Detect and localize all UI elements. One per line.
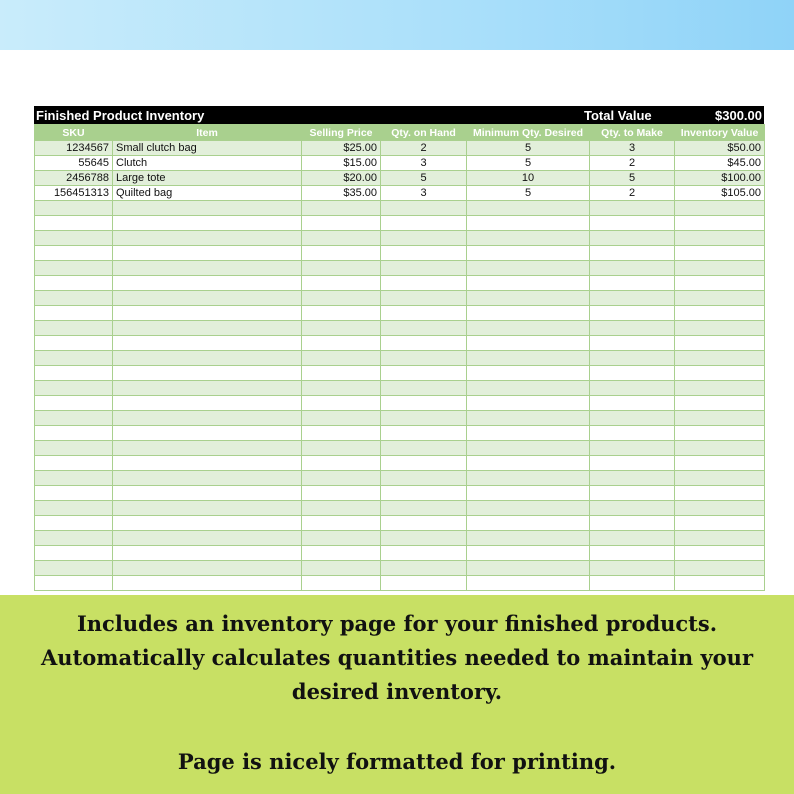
empty-cell[interactable]	[302, 321, 381, 336]
empty-cell[interactable]	[590, 231, 675, 246]
top-banner	[0, 0, 794, 50]
empty-cell[interactable]	[467, 321, 590, 336]
empty-cell[interactable]	[675, 501, 765, 516]
empty-row	[35, 561, 765, 576]
empty-cell[interactable]	[113, 486, 302, 501]
empty-cell[interactable]	[675, 291, 765, 306]
empty-row	[35, 351, 765, 366]
empty-cell[interactable]	[113, 531, 302, 546]
empty-cell[interactable]	[467, 291, 590, 306]
empty-cell[interactable]	[302, 531, 381, 546]
empty-cell[interactable]	[381, 441, 467, 456]
empty-cell[interactable]	[467, 441, 590, 456]
empty-row	[35, 396, 765, 411]
empty-cell[interactable]	[381, 546, 467, 561]
empty-cell[interactable]	[113, 276, 302, 291]
cell-item[interactable]: Clutch	[113, 156, 302, 171]
cell-selling-price[interactable]: $15.00	[302, 156, 381, 171]
empty-cell[interactable]	[675, 561, 765, 576]
empty-cell[interactable]	[467, 471, 590, 486]
empty-cell[interactable]	[467, 216, 590, 231]
empty-row	[35, 426, 765, 441]
empty-cell[interactable]	[590, 336, 675, 351]
empty-cell[interactable]	[675, 231, 765, 246]
empty-cell[interactable]	[381, 231, 467, 246]
empty-cell[interactable]	[675, 321, 765, 336]
empty-row	[35, 291, 765, 306]
empty-cell[interactable]	[467, 411, 590, 426]
empty-cell[interactable]	[675, 381, 765, 396]
empty-row	[35, 441, 765, 456]
cell-selling-price[interactable]: $35.00	[302, 186, 381, 201]
empty-cell[interactable]	[590, 471, 675, 486]
empty-cell[interactable]	[675, 441, 765, 456]
caption-line-3: desired inventory.	[291, 679, 503, 704]
col-header-item: Item	[113, 125, 302, 141]
empty-cell[interactable]	[467, 456, 590, 471]
empty-row	[35, 201, 765, 216]
empty-cell[interactable]	[590, 306, 675, 321]
empty-cell[interactable]	[302, 276, 381, 291]
empty-cell[interactable]	[467, 201, 590, 216]
empty-cell[interactable]	[35, 276, 113, 291]
empty-cell[interactable]	[302, 336, 381, 351]
empty-cell[interactable]	[381, 456, 467, 471]
empty-cell[interactable]	[113, 546, 302, 561]
cell-inventory-value[interactable]: $50.00	[675, 141, 765, 156]
empty-cell[interactable]	[381, 366, 467, 381]
empty-cell[interactable]	[35, 531, 113, 546]
cell-min-qty[interactable]: 5	[467, 156, 590, 171]
empty-row	[35, 381, 765, 396]
empty-row	[35, 411, 765, 426]
empty-cell[interactable]	[590, 261, 675, 276]
empty-cell[interactable]	[35, 381, 113, 396]
empty-cell[interactable]	[113, 246, 302, 261]
empty-row	[35, 486, 765, 501]
table-row	[35, 186, 765, 201]
empty-cell[interactable]	[467, 246, 590, 261]
empty-cell[interactable]	[302, 291, 381, 306]
empty-cell[interactable]	[467, 516, 590, 531]
empty-cell[interactable]	[302, 306, 381, 321]
empty-cell[interactable]	[35, 396, 113, 411]
empty-row	[35, 516, 765, 531]
empty-cell[interactable]	[35, 501, 113, 516]
caption-line-1: Includes an inventory page for your finished products.	[76, 611, 718, 636]
empty-cell[interactable]	[113, 441, 302, 456]
empty-row	[35, 276, 765, 291]
empty-cell[interactable]	[675, 531, 765, 546]
caption-banner	[0, 595, 794, 794]
empty-cell[interactable]	[381, 576, 467, 591]
empty-cell[interactable]	[35, 426, 113, 441]
empty-cell[interactable]	[590, 486, 675, 501]
empty-cell[interactable]	[381, 276, 467, 291]
caption-spacer	[0, 709, 794, 745]
empty-cell[interactable]	[302, 366, 381, 381]
empty-cell[interactable]	[35, 456, 113, 471]
empty-cell[interactable]	[467, 276, 590, 291]
inventory-sheet	[34, 106, 764, 591]
empty-cell[interactable]	[113, 411, 302, 426]
empty-cell[interactable]	[35, 411, 113, 426]
cell-min-qty[interactable]: 5	[467, 186, 590, 201]
empty-cell[interactable]	[113, 261, 302, 276]
cell-qty-on-hand[interactable]: 2	[381, 141, 467, 156]
empty-cell[interactable]	[113, 201, 302, 216]
empty-row	[35, 576, 765, 591]
empty-cell[interactable]	[467, 546, 590, 561]
empty-row	[35, 366, 765, 381]
empty-cell[interactable]	[675, 306, 765, 321]
empty-row	[35, 456, 765, 471]
empty-row	[35, 306, 765, 321]
empty-cell[interactable]	[113, 366, 302, 381]
empty-cell[interactable]	[113, 336, 302, 351]
empty-cell[interactable]	[675, 396, 765, 411]
empty-cell[interactable]	[302, 471, 381, 486]
empty-cell[interactable]	[467, 366, 590, 381]
empty-cell[interactable]	[467, 351, 590, 366]
empty-cell[interactable]	[590, 426, 675, 441]
empty-cell[interactable]	[590, 411, 675, 426]
empty-cell[interactable]	[675, 411, 765, 426]
empty-cell[interactable]	[35, 306, 113, 321]
empty-cell[interactable]	[590, 516, 675, 531]
cell-inventory-value[interactable]: $105.00	[675, 186, 765, 201]
empty-cell[interactable]	[467, 381, 590, 396]
empty-cell[interactable]	[302, 456, 381, 471]
empty-cell[interactable]	[113, 561, 302, 576]
empty-cell[interactable]	[590, 201, 675, 216]
empty-cell[interactable]	[467, 531, 590, 546]
empty-cell[interactable]	[35, 441, 113, 456]
empty-cell[interactable]	[35, 291, 113, 306]
cell-item[interactable]: Quilted bag	[113, 186, 302, 201]
empty-cell[interactable]	[675, 471, 765, 486]
empty-cell[interactable]	[35, 561, 113, 576]
col-header-selling-price: Selling Price	[302, 125, 381, 141]
empty-cell[interactable]	[675, 486, 765, 501]
empty-row	[35, 321, 765, 336]
empty-cell[interactable]	[675, 426, 765, 441]
empty-row	[35, 531, 765, 546]
sheet-title: Finished Product Inventory	[36, 107, 205, 123]
empty-cell[interactable]	[590, 246, 675, 261]
col-header-qty-to-make: Qty. to Make	[590, 125, 675, 141]
empty-cell[interactable]	[302, 396, 381, 411]
empty-cell[interactable]	[381, 291, 467, 306]
empty-cell[interactable]	[381, 486, 467, 501]
empty-cell[interactable]	[302, 381, 381, 396]
empty-cell[interactable]	[302, 261, 381, 276]
empty-cell[interactable]	[675, 576, 765, 591]
empty-cell[interactable]	[381, 561, 467, 576]
empty-cell[interactable]	[35, 546, 113, 561]
cell-selling-price[interactable]: $20.00	[302, 171, 381, 186]
empty-cell[interactable]	[302, 441, 381, 456]
empty-cell[interactable]	[381, 426, 467, 441]
empty-cell[interactable]	[590, 576, 675, 591]
empty-cell[interactable]	[35, 321, 113, 336]
empty-cell[interactable]	[590, 546, 675, 561]
cell-qty-to-make[interactable]: 5	[590, 171, 675, 186]
empty-cell[interactable]	[113, 471, 302, 486]
empty-cell[interactable]	[113, 381, 302, 396]
empty-cell[interactable]	[590, 441, 675, 456]
empty-cell[interactable]	[467, 426, 590, 441]
empty-cell[interactable]	[35, 216, 113, 231]
empty-cell[interactable]	[302, 516, 381, 531]
empty-cell[interactable]	[113, 396, 302, 411]
empty-cell[interactable]	[35, 576, 113, 591]
empty-cell[interactable]	[381, 351, 467, 366]
empty-cell[interactable]	[302, 486, 381, 501]
empty-cell[interactable]	[113, 306, 302, 321]
empty-cell[interactable]	[302, 501, 381, 516]
total-value-label: Total Value	[584, 107, 652, 123]
cell-min-qty[interactable]: 5	[467, 141, 590, 156]
empty-cell[interactable]	[467, 561, 590, 576]
empty-cell[interactable]	[381, 396, 467, 411]
cell-selling-price[interactable]: $25.00	[302, 141, 381, 156]
empty-cell[interactable]	[590, 321, 675, 336]
empty-cell[interactable]	[675, 246, 765, 261]
empty-cell[interactable]	[467, 231, 590, 246]
empty-cell[interactable]	[35, 471, 113, 486]
cell-sku[interactable]: 1234567	[35, 141, 113, 156]
empty-cell[interactable]	[381, 411, 467, 426]
empty-row	[35, 471, 765, 486]
empty-cell[interactable]	[590, 456, 675, 471]
empty-cell[interactable]	[675, 276, 765, 291]
empty-row	[35, 336, 765, 351]
empty-row	[35, 546, 765, 561]
cell-item[interactable]: Small clutch bag	[113, 141, 302, 156]
cell-qty-to-make[interactable]: 2	[590, 156, 675, 171]
empty-cell[interactable]	[590, 381, 675, 396]
empty-cell[interactable]	[675, 546, 765, 561]
cell-item[interactable]: Large tote	[113, 171, 302, 186]
empty-cell[interactable]	[590, 291, 675, 306]
empty-cell[interactable]	[590, 501, 675, 516]
empty-cell[interactable]	[35, 336, 113, 351]
cell-inventory-value[interactable]: $45.00	[675, 156, 765, 171]
empty-cell[interactable]	[302, 426, 381, 441]
empty-cell[interactable]	[590, 396, 675, 411]
empty-cell[interactable]	[675, 201, 765, 216]
empty-cell[interactable]	[113, 501, 302, 516]
cell-qty-to-make[interactable]: 3	[590, 141, 675, 156]
empty-cell[interactable]	[381, 531, 467, 546]
empty-cell[interactable]	[302, 561, 381, 576]
empty-cell[interactable]	[35, 201, 113, 216]
cell-sku[interactable]: 2456788	[35, 171, 113, 186]
cell-sku[interactable]: 156451313	[35, 186, 113, 201]
empty-cell[interactable]	[113, 426, 302, 441]
header-row	[35, 125, 765, 141]
empty-cell[interactable]	[675, 456, 765, 471]
empty-cell[interactable]	[302, 201, 381, 216]
empty-cell[interactable]	[381, 261, 467, 276]
empty-cell[interactable]	[35, 246, 113, 261]
cell-qty-to-make[interactable]: 2	[590, 186, 675, 201]
empty-cell[interactable]	[467, 306, 590, 321]
empty-cell[interactable]	[381, 501, 467, 516]
empty-cell[interactable]	[381, 321, 467, 336]
col-header-sku: SKU	[35, 125, 113, 141]
empty-cell[interactable]	[35, 516, 113, 531]
empty-row	[35, 231, 765, 246]
empty-row	[35, 501, 765, 516]
empty-cell[interactable]	[302, 576, 381, 591]
empty-cell[interactable]	[113, 216, 302, 231]
empty-cell[interactable]	[590, 276, 675, 291]
empty-cell[interactable]	[381, 246, 467, 261]
empty-cell[interactable]	[35, 351, 113, 366]
title-bar	[34, 106, 764, 124]
empty-cell[interactable]	[302, 246, 381, 261]
empty-row	[35, 261, 765, 276]
col-header-min-qty: Minimum Qty. Desired	[467, 125, 590, 141]
empty-cell[interactable]	[590, 351, 675, 366]
empty-cell[interactable]	[467, 501, 590, 516]
cell-min-qty[interactable]: 10	[467, 171, 590, 186]
empty-cell[interactable]	[590, 216, 675, 231]
empty-cell[interactable]	[113, 321, 302, 336]
caption-line-4: Page is nicely formatted for printing.	[177, 749, 617, 774]
empty-cell[interactable]	[467, 261, 590, 276]
empty-cell[interactable]	[302, 411, 381, 426]
empty-cell[interactable]	[113, 231, 302, 246]
empty-cell[interactable]	[381, 201, 467, 216]
cell-inventory-value[interactable]: $100.00	[675, 171, 765, 186]
empty-cell[interactable]	[113, 456, 302, 471]
inventory-table	[34, 124, 765, 591]
empty-cell[interactable]	[381, 336, 467, 351]
empty-cell[interactable]	[675, 216, 765, 231]
empty-cell[interactable]	[113, 576, 302, 591]
cell-sku[interactable]: 55645	[35, 156, 113, 171]
empty-cell[interactable]	[675, 336, 765, 351]
empty-cell[interactable]	[381, 471, 467, 486]
cell-qty-on-hand[interactable]: 5	[381, 171, 467, 186]
empty-cell[interactable]	[467, 576, 590, 591]
table-body	[35, 141, 765, 591]
empty-cell[interactable]	[302, 351, 381, 366]
empty-cell[interactable]	[113, 351, 302, 366]
empty-cell[interactable]	[590, 561, 675, 576]
empty-row	[35, 246, 765, 261]
empty-cell[interactable]	[675, 351, 765, 366]
col-header-inventory-value: Inventory Value	[675, 125, 765, 141]
empty-cell[interactable]	[381, 216, 467, 231]
empty-cell[interactable]	[675, 516, 765, 531]
caption-line-2: Automatically calculates quantities needed to maintain your	[40, 645, 754, 670]
empty-cell[interactable]	[113, 516, 302, 531]
empty-cell[interactable]	[675, 366, 765, 381]
empty-cell[interactable]	[381, 306, 467, 321]
empty-cell[interactable]	[381, 516, 467, 531]
empty-cell[interactable]	[35, 261, 113, 276]
col-header-qty-on-hand: Qty. on Hand	[381, 125, 467, 141]
empty-cell[interactable]	[35, 366, 113, 381]
empty-cell[interactable]	[381, 381, 467, 396]
empty-cell[interactable]	[302, 231, 381, 246]
empty-cell[interactable]	[590, 531, 675, 546]
empty-cell[interactable]	[35, 486, 113, 501]
empty-cell[interactable]	[675, 261, 765, 276]
empty-cell[interactable]	[35, 231, 113, 246]
cell-qty-on-hand[interactable]: 3	[381, 186, 467, 201]
empty-row	[35, 216, 765, 231]
empty-cell[interactable]	[302, 546, 381, 561]
table-row	[35, 156, 765, 171]
empty-cell[interactable]	[113, 291, 302, 306]
empty-cell[interactable]	[467, 336, 590, 351]
table-row	[35, 171, 765, 186]
table-row	[35, 141, 765, 156]
cell-qty-on-hand[interactable]: 3	[381, 156, 467, 171]
empty-cell[interactable]	[467, 486, 590, 501]
empty-cell[interactable]	[302, 216, 381, 231]
empty-cell[interactable]	[467, 396, 590, 411]
empty-cell[interactable]	[590, 366, 675, 381]
total-value: $300.00	[715, 107, 762, 123]
